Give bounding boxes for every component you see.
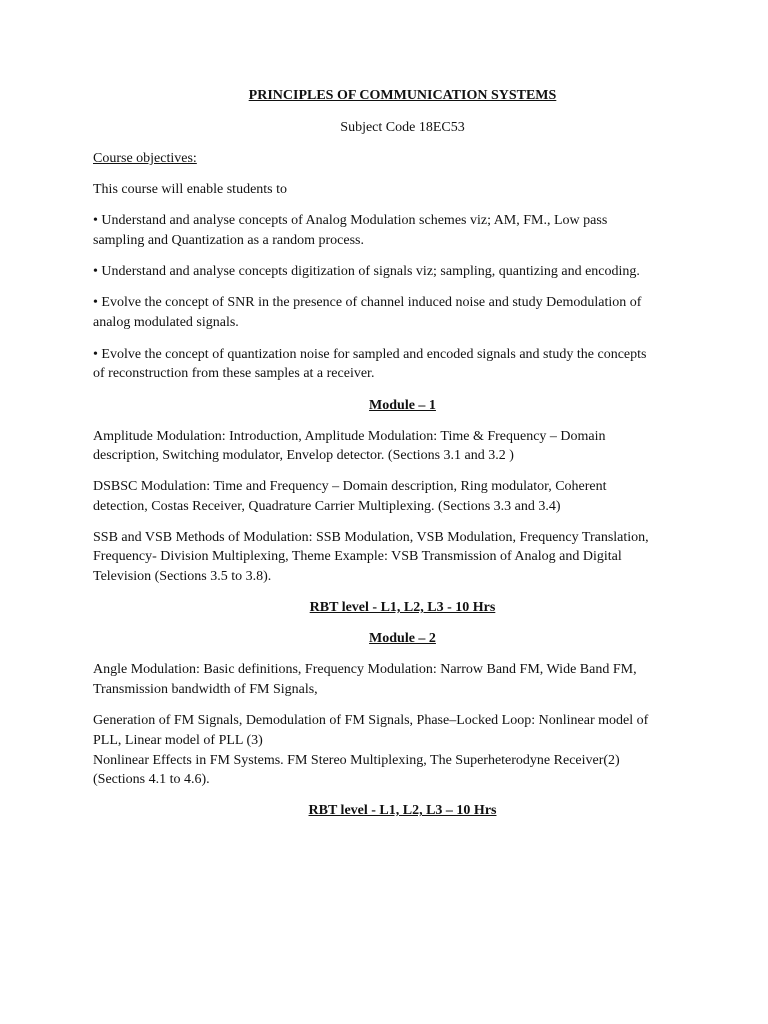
objective-1-line-1: • Understand and analyse concepts of Analog Modulation schemes viz; AM, FM., Low pass — [93, 213, 608, 228]
module-2-para-1-line-2: Transmission bandwidth of FM Signals, — [93, 682, 318, 697]
objective-1-line-2: sampling and Quantization as a random process. — [93, 233, 364, 248]
objective-4-line-1: • Evolve the concept of quantization noise for sampled and encoded signals and study the concepts — [93, 347, 647, 362]
module-2-heading: Module – 2 — [369, 631, 436, 646]
objective-3-line-2: analog modulated signals. — [93, 315, 239, 330]
module-2-para-2-line-4: (Sections 4.1 to 4.6). — [93, 772, 210, 787]
objective-4-line-2: of reconstruction from these samples at a receiver. — [93, 366, 375, 381]
objective-2-line-1: • Understand and analyse concepts digitization of signals viz; sampling, quantizing and encoding. — [93, 264, 640, 279]
module-1-rbt-level: RBT level - L1, L2, L3 - 10 Hrs — [309, 600, 496, 615]
document-title: PRINCIPLES OF COMMUNICATION SYSTEMS — [248, 88, 557, 103]
module-1-para-3-line-2: Frequency- Division Multiplexing, Theme Example: VSB Transmission of Analog and Digital — [93, 549, 622, 564]
module-1-para-3-line-1: SSB and VSB Methods of Modulation: SSB Modulation, VSB Modulation, Frequency Translation, — [93, 530, 649, 545]
module-2-para-2-line-2: PLL, Linear model of PLL (3) — [93, 733, 263, 748]
module-2-para-1-line-1: Angle Modulation: Basic definitions, Frequency Modulation: Narrow Band FM, Wide Band FM, — [93, 662, 637, 677]
module-1-para-1-line-1: Amplitude Modulation: Introduction, Amplitude Modulation: Time & Frequency – Domain — [93, 429, 606, 444]
module-1-heading: Module – 1 — [369, 398, 436, 413]
module-1-para-2-line-1: DSBSC Modulation: Time and Frequency – Domain description, Ring modulator, Coherent — [93, 479, 607, 494]
objectives-heading: Course objectives: — [93, 151, 197, 166]
module-2-para-2-line-3: Nonlinear Effects in FM Systems. FM Stereo Multiplexing, The Superheterodyne Receiver(2) — [93, 753, 620, 768]
objectives-intro: This course will enable students to — [93, 182, 288, 197]
module-1-para-1-line-2: description, Switching modulator, Envelop detector. (Sections 3.1 and 3.2 ) — [93, 448, 514, 463]
module-2-rbt-level: RBT level - L1, L2, L3 – 10 Hrs — [308, 803, 497, 818]
module-2-para-2-line-1: Generation of FM Signals, Demodulation of FM Signals, Phase–Locked Loop: Nonlinear model of — [93, 713, 649, 728]
subject-code: Subject Code 18EC53 — [340, 120, 465, 135]
module-1-para-2-line-2: detection, Costas Receiver, Quadrature Carrier Multiplexing. (Sections 3.3 and 3.4) — [93, 499, 561, 514]
module-1-para-3-line-3: Television (Sections 3.5 to 3.8). — [93, 569, 272, 584]
objective-3-line-1: • Evolve the concept of SNR in the presence of channel induced noise and study Demodulation of — [93, 295, 642, 310]
